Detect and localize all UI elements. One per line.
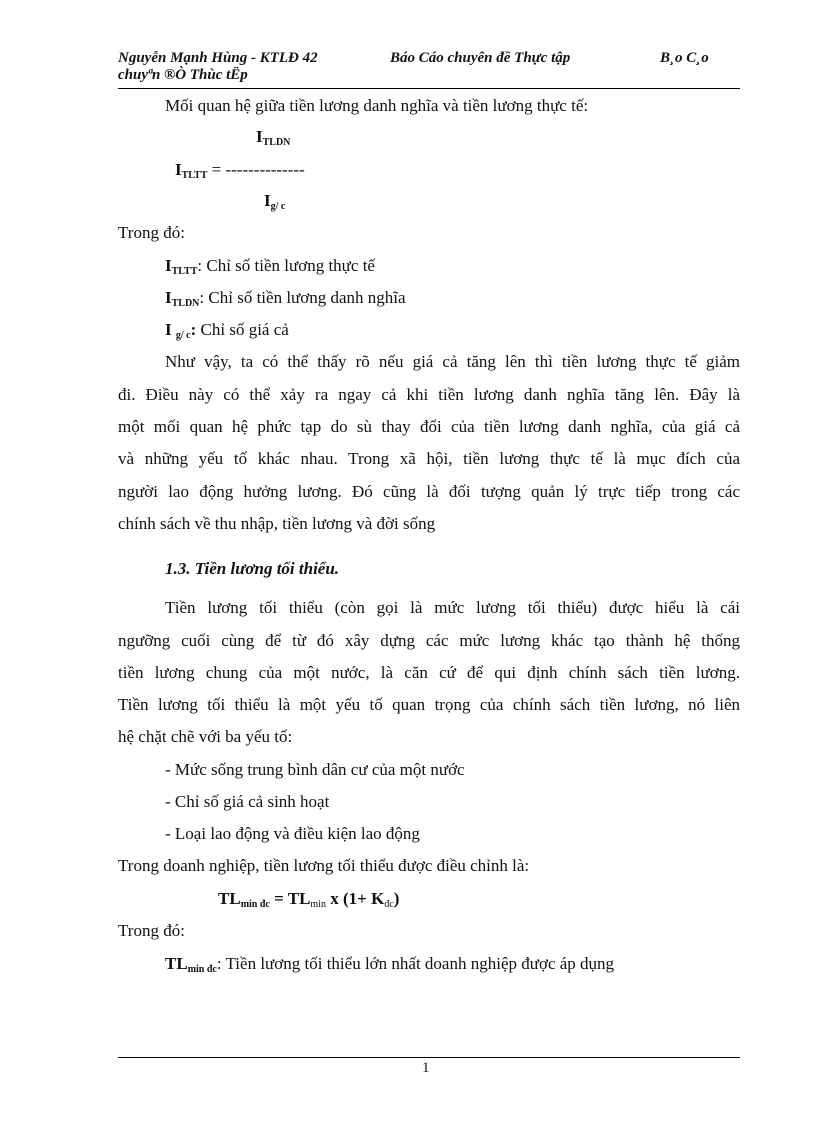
paragraph-line: một mối quan hệ phức tạp do sù thay đổi của tiền lương danh nghĩa, của giá cả — [118, 417, 740, 436]
paragraph-line: người lao động hưởng lương. Đó cũng là đối tượng quản lý trực tiếp trong các — [118, 482, 740, 501]
header-subtitle: chuyªn ®Ò Thùc tËp — [118, 67, 248, 83]
definition-itltt: $I_{TLTT}$: Chỉ số tiền lương thực tế — [165, 256, 375, 277]
footer-rule — [118, 1057, 740, 1058]
paragraph-line: ngưỡng cuối cùng để từ đó xây dựng các mức lương khác tạo thành hệ thống — [118, 631, 740, 650]
header-title: Báo Cáo chuyên đề Thực tập — [390, 50, 571, 66]
formula1-denominator: $I_{g/ c}$ — [264, 191, 286, 212]
paragraph-line: tiền lương chung của một nước, là căn cứ để qui định chính sách tiền lương. — [118, 663, 740, 682]
where-label-1: Trong đó: — [118, 223, 185, 242]
paragraph-line: Tiền lương tối thiểu (còn gọi là mức lương tối thiểu) được hiểu là cái — [165, 598, 740, 617]
formula1-lhs: $I_{TLTT}$ = -------------- — [175, 160, 305, 181]
header-right-label: B¸o C¸o — [660, 50, 709, 66]
paragraph-line: và những yếu tố khác nhau. Trong xã hội, tiền lương thực tế là mục đích của — [118, 449, 740, 468]
page-header — [118, 50, 740, 89]
definition-igc: I $_{g/ c}$: Chỉ số giá cả — [165, 320, 289, 341]
formula2: $TL_{min đc} = TL_{min}$ x $(1+ K_{đc})$ — [218, 889, 400, 910]
list-item: - Mức sống trung bình dân cư của một nước — [165, 760, 465, 779]
adjust-intro: Trong doanh nghiệp, tiền lương tối thiểu được điều chỉnh là: — [118, 856, 530, 875]
definition-tlmin: $TL_{min đc}$: Tiền lương tối thiểu lớn nhất doanh nghiệp được áp dụng — [165, 954, 615, 975]
paragraph-line: hệ chặt chẽ với ba yếu tố: — [118, 727, 293, 746]
paragraph-line: chính sách về thu nhập, tiền lương và đời sống — [118, 514, 436, 533]
intro-text: Mối quan hệ giữa tiền lương danh nghĩa và tiền lương thực tế: — [165, 96, 589, 115]
page-number: 1 — [422, 1060, 430, 1076]
paragraph-line: Tiền lương tối thiểu là một yếu tố quan trọng của chính sách tiền lương, nó liên — [118, 695, 740, 714]
list-item: - Loại lao động và điều kiện lao động — [165, 824, 420, 843]
where-label-2: Trong đó: — [118, 921, 185, 940]
header-author: Nguyễn Mạnh Hùng - KTLĐ 42 — [118, 50, 318, 66]
section-heading: 1.3. Tiền lương tối thiểu. — [165, 559, 340, 578]
paragraph-line: đi. Điều này có thể xảy ra ngay cả khi tiền lương danh nghĩa tăng lên. Đây là — [118, 385, 740, 404]
formula1-numerator: $I_{TLDN}$ — [256, 127, 291, 148]
paragraph-line: Như vậy, ta có thể thấy rõ nếu giá cả tăng lên thì tiền lương thực tế giảm — [165, 352, 740, 371]
list-item: - Chỉ số giá cả sinh hoạt — [165, 792, 330, 811]
definition-itldn: $I_{TLDN}$: Chỉ số tiền lương danh nghĩa — [165, 288, 406, 309]
